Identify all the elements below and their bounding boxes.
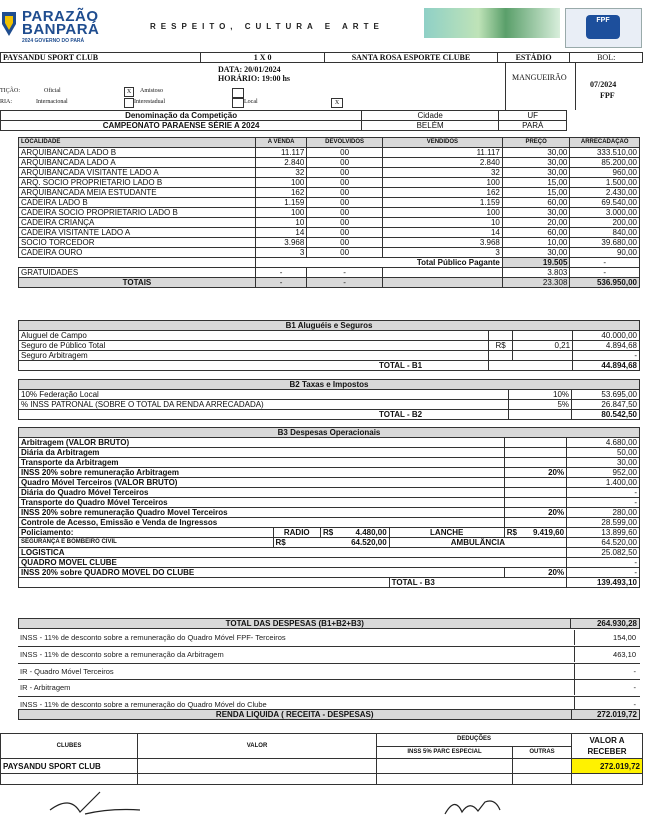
ticket-returned: 00 [307, 148, 383, 158]
ticket-returned: 00 [307, 158, 383, 168]
deduction-value: 154,00 [613, 633, 636, 642]
col-revenue: ARRECADAÇÃO [570, 138, 640, 148]
ticket-row [19, 198, 640, 208]
ticket-returned: 00 [307, 218, 383, 228]
ticket-price: 60,00 [502, 198, 570, 208]
ticket-price: 30,00 [502, 148, 570, 158]
deduction-label: INSS - 11% de desconto sobre a remuneração do Quadro Móvel do Clube [20, 700, 267, 710]
ticket-returned: 00 [307, 238, 383, 248]
ticket-price: 30,00 [502, 168, 570, 178]
ticket-revenue: 85.200,00 [570, 158, 640, 168]
security-label: SEGURANÇA E BOMBEIRO CIVIL [21, 539, 117, 545]
b3-row [19, 458, 640, 468]
logistics-label: LOGISTICA [19, 548, 567, 558]
b3-row [19, 508, 640, 518]
gratuities-row [19, 268, 640, 278]
b3-row-value: - [567, 498, 640, 508]
ticket-returned: 00 [307, 228, 383, 238]
bol-label: BOL: [570, 53, 643, 63]
b3-total-label: TOTAL - B3 [389, 578, 566, 588]
away-team: SANTA ROSA ESPORTE CLUBE [325, 53, 498, 63]
b2-total: 80.542,50 [572, 410, 640, 420]
public-paying-label: Total Público Pagante [255, 258, 502, 268]
match-date: DATA: 20/01/2024 [218, 65, 281, 74]
competition-table [0, 110, 643, 131]
ticket-revenue: 3.000,00 [570, 208, 640, 218]
b3-row [19, 438, 640, 448]
ticket-for-sale: 2.840 [255, 158, 306, 168]
brand-sub: 2024 GOVERNO DO PARÁ [22, 38, 85, 44]
ticket-price: 20,00 [502, 218, 570, 228]
ticket-sold: 14 [382, 228, 502, 238]
deductions-list [18, 630, 640, 714]
b3-row-pct [504, 478, 566, 488]
b3-row-label: Controle de Acesso, Emissão e Venda de Ingressos [19, 518, 505, 528]
ticket-location: SOCIO TORCEDOR [19, 238, 256, 248]
b2-inss-label: % INSS PATRONAL (SOBRE O TOTAL DA RENDA ARRECADADA) [19, 400, 509, 410]
b3-row-value: 50,00 [567, 448, 640, 458]
ticket-location: CADEIRA CRIANÇA [19, 218, 256, 228]
category-label: RIA: [0, 99, 12, 105]
ticket-returned: 00 [307, 198, 383, 208]
b3-row [19, 478, 640, 488]
bol-org: FPF [600, 91, 615, 100]
b3-row-pct: 20% [504, 468, 566, 478]
ticket-sold: 1.159 [382, 198, 502, 208]
tagline: RESPEITO, CULTURA E ARTE [150, 22, 384, 31]
net-income: 272.019,72 [571, 710, 640, 720]
deduction-value: - [633, 666, 636, 676]
ticket-for-sale: 100 [255, 208, 306, 218]
radio-value: 4.480,00 [355, 528, 387, 537]
deduction-label: INSS - 11% de desconto sobre a remuneração do Quadro Móvel FPF- Terceiros [20, 633, 286, 642]
stadium-label: ESTÁDIO [497, 53, 570, 63]
summary-table [18, 618, 640, 629]
totals-sold: 23.308 [502, 278, 570, 288]
tickets-table [18, 137, 640, 288]
b1-referee-insurance-label: Seguro Arbitragem [19, 351, 489, 361]
gratuities-label: GRATUIDADES [19, 268, 256, 278]
b3-row-pct [504, 488, 566, 498]
b3-row [19, 468, 640, 478]
ticket-sold: 100 [382, 178, 502, 188]
ticket-sold: 3 [382, 248, 502, 258]
signature-right-icon [440, 796, 520, 817]
b1-insurance-label: Seguro de Público Total [19, 341, 489, 351]
b3-row-pct [504, 438, 566, 448]
ticket-sold: 2.840 [382, 158, 502, 168]
value-label: VALOR [138, 734, 377, 759]
b1-table [18, 320, 640, 371]
deduction-row [18, 647, 640, 664]
ticket-row [19, 238, 640, 248]
b1-total-label: TOTAL - B1 [19, 361, 489, 371]
totals-dash-1: - [255, 278, 306, 288]
policing-label: Policiamento: [19, 528, 274, 538]
footer-table [0, 733, 643, 785]
b2-federation-label: 10% Federação Local [19, 390, 509, 400]
ticket-revenue: 2.430,00 [570, 188, 640, 198]
totals-label: TOTAIS [19, 278, 256, 288]
b3-row-label: Diária do Quadro Móvel Terceiros [19, 488, 505, 498]
uf: PARÁ [499, 121, 567, 131]
policing-value: 13.899,60 [567, 528, 640, 538]
total-expenses-label: TOTAL DAS DESPESAS (B1+B2+B3) [19, 619, 571, 629]
lanche-label: LANCHE [389, 528, 504, 538]
b2-title: B2 Taxas e Impostos [19, 380, 640, 390]
ticket-sold: 11.117 [382, 148, 502, 158]
lanche-rs: R$ [506, 528, 518, 537]
brand-line1: PARAZÃO [22, 8, 99, 25]
type-friendly: Amistoso [140, 88, 164, 94]
b3-row-value: - [567, 488, 640, 498]
deduction-row [18, 680, 640, 697]
ticket-row [19, 148, 640, 158]
gratuities-value: 3.803 [502, 268, 570, 278]
club-inss-value: - [567, 568, 640, 578]
b3-row-label: INSS 20% sobre remuneração Quadro Movel Terceiros [19, 508, 505, 518]
public-paying-row [19, 258, 640, 268]
b3-row-value: 280,00 [567, 508, 640, 518]
b1-insurance-rs: R$ [488, 341, 512, 351]
b3-row-pct [504, 448, 566, 458]
ticket-row [19, 158, 640, 168]
ticket-for-sale: 3.968 [255, 238, 306, 248]
ticket-price: 30,00 [502, 158, 570, 168]
empty-checkbox [232, 88, 244, 98]
b3-row-label: Transporte do Quadro Móvel Terceiros [19, 498, 505, 508]
brand-logo-text [22, 10, 99, 36]
col-sold: VENDIDOS [382, 138, 502, 148]
ambulance-label: AMBULÂNCIA [389, 538, 566, 548]
ticket-sold: 3.968 [382, 238, 502, 248]
ticket-revenue: 200,00 [570, 218, 640, 228]
bol-number: 07/2024 [590, 80, 617, 89]
uf-label: UF [499, 111, 567, 121]
b3-row-value: 4.680,00 [567, 438, 640, 448]
receive-value: 272.019,72 [572, 759, 643, 774]
b3-row-label: Transporte da Arbitragem [19, 458, 505, 468]
tickets-header-row [19, 138, 640, 148]
category-local: Local [244, 99, 258, 105]
ticket-for-sale: 32 [255, 168, 306, 178]
ticket-price: 10,00 [502, 238, 570, 248]
ticket-sold: 32 [382, 168, 502, 178]
b1-title: B1 Aluguéis e Seguros [19, 321, 640, 331]
b2-table [18, 379, 640, 420]
total-expenses: 264.930,28 [571, 619, 640, 629]
ticket-location: ARQUIBANCADA VISITANTE LADO A [19, 168, 256, 178]
b3-row-value: 28.599,00 [567, 518, 640, 528]
net-income-label: RENDA LIQUIDA ( RECEITA - DESPESAS) [19, 710, 572, 720]
club-inss-label: INSS 20% sobre QUADRO MOVEL DO CLUBE [19, 568, 505, 578]
b3-row-value: 952,00 [567, 468, 640, 478]
ticket-revenue: 69.540,00 [570, 198, 640, 208]
col-for-sale: A VENDA [255, 138, 306, 148]
footer-club: PAYSANDU SPORT CLUB [1, 759, 138, 774]
lanche-value: 9.419,60 [532, 528, 565, 537]
club-board-value: - [567, 558, 640, 568]
header [0, 0, 645, 52]
security-rs: R$ [275, 538, 286, 547]
ticket-location: ARQ. SOCIO PROPRIETARIO LADO B [19, 178, 256, 188]
totals-dash-2: - [307, 278, 383, 288]
signature-left-icon [40, 790, 160, 817]
deduction-row [18, 630, 640, 647]
b1-insurance-rate: 0,21 [513, 341, 573, 351]
category-interstate: Interestadual [134, 99, 165, 105]
b3-row [19, 498, 640, 508]
ticket-revenue: 840,00 [570, 228, 640, 238]
ticket-for-sale: 3 [255, 248, 306, 258]
totals-value: 536.950,00 [570, 278, 640, 288]
public-paying-value: 19.505 [502, 258, 570, 268]
b3-row-value: 30,00 [567, 458, 640, 468]
brand-line2: BANPARÁ [22, 21, 100, 38]
ticket-revenue: 90,00 [570, 248, 640, 258]
ticket-sold: 10 [382, 218, 502, 228]
b3-row-pct [504, 518, 566, 528]
ticket-for-sale: 14 [255, 228, 306, 238]
col-returned: DEVOLVIDOS [307, 138, 383, 148]
ticket-price: 60,00 [502, 228, 570, 238]
deduction-value: - [633, 683, 636, 693]
ticket-for-sale: 1.159 [255, 198, 306, 208]
gratuities-dash-1: - [255, 268, 306, 278]
security-total: 64.520,00 [567, 538, 640, 548]
b3-table [18, 427, 640, 588]
radio-rs: R$ [323, 528, 334, 537]
b3-total: 139.493,10 [567, 578, 640, 588]
security-value: 64.520,00 [351, 538, 387, 547]
ticket-price: 30,00 [502, 248, 570, 258]
b1-insurance-value: 4.894,68 [573, 341, 640, 351]
b3-row [19, 488, 640, 498]
ticket-revenue: 39.680,00 [570, 238, 640, 248]
club-board-label: QUADRO MOVEL CLUBE [19, 558, 567, 568]
city-label: Cidade [362, 111, 499, 121]
deduction-label: INSS - 11% de desconto sobre a remuneração da Arbitragem [20, 649, 224, 659]
logistics-value: 25.082,50 [567, 548, 640, 558]
b2-federation-value: 53.695,00 [572, 390, 640, 400]
category-international: Internacional [36, 99, 68, 105]
ticket-sold: 162 [382, 188, 502, 198]
deduction-row [18, 664, 640, 681]
ticket-returned: 00 [307, 188, 383, 198]
banner-image [424, 8, 560, 38]
ticket-returned: 00 [307, 208, 383, 218]
b3-row-label: Quadro Móvel Terceiros (VALOR BRUTO) [19, 478, 505, 488]
b1-total: 44.894,68 [573, 361, 640, 371]
b3-row-label: Arbitragem (VALOR BRUTO) [19, 438, 505, 448]
b2-inss-pct: 5% [508, 400, 571, 410]
deduction-value: 463,10 [613, 649, 636, 659]
gratuities-dash-2: - [307, 268, 383, 278]
ticket-row [19, 208, 640, 218]
ticket-sold: 100 [382, 208, 502, 218]
ticket-location: CADEIRA VISITANTE LADO A [19, 228, 256, 238]
b2-total-label: TOTAL - B2 [19, 410, 509, 420]
ticket-location: CADEIRA LADO B [19, 198, 256, 208]
local-checkbox [232, 98, 244, 108]
b3-row-pct [504, 458, 566, 468]
b3-title: B3 Despesas Operacionais [19, 428, 640, 438]
ticket-price: 15,00 [502, 178, 570, 188]
b3-row [19, 518, 640, 528]
ticket-row [19, 228, 640, 238]
others-label: OUTRAS [513, 746, 572, 759]
clubs-label: CLUBES [1, 734, 138, 759]
deduction-label: IR - Arbitragem [20, 683, 71, 693]
ticket-returned: 00 [307, 168, 383, 178]
b1-referee-insurance-value: - [573, 351, 640, 361]
b3-row-label: INSS 20% sobre remuneração Arbitragem [19, 468, 505, 478]
denomination-label: Denominação da Competição [1, 111, 362, 121]
ticket-revenue: 333.510,00 [570, 148, 640, 158]
ticket-row [19, 168, 640, 178]
ticket-returned: 00 [307, 248, 383, 258]
totals-row [19, 278, 640, 288]
inss-label: INSS 5% PARC ESPECIAL [377, 746, 513, 759]
b3-row-value: 1.400,00 [567, 478, 640, 488]
ticket-for-sale: 10 [255, 218, 306, 228]
b1-rent-value: 40.000,00 [573, 331, 640, 341]
ticket-price: 30,00 [502, 208, 570, 218]
ticket-revenue: 1.500,00 [570, 178, 640, 188]
b3-row [19, 448, 640, 458]
receive-label-1: VALOR A [589, 736, 625, 745]
type-label: TIÇÃO: [0, 88, 20, 94]
competition-name: CAMPEONATO PARAENSE SÉRIE A 2024 [1, 121, 362, 131]
b2-inss-value: 26.847,50 [572, 400, 640, 410]
type-friendly-checkbox: X [124, 87, 134, 97]
b2-federation-pct: 10% [508, 390, 571, 400]
ticket-for-sale: 11.117 [255, 148, 306, 158]
type-official: Oficial [44, 88, 61, 94]
ticket-row [19, 248, 640, 258]
net-income-table [18, 709, 640, 720]
b3-row-pct [504, 498, 566, 508]
radio-label: RADIO [273, 528, 321, 538]
city: BELÉM [362, 121, 499, 131]
match-time: HORÁRIO: 19:00 hs [218, 74, 291, 83]
col-price: PREÇO [502, 138, 570, 148]
ticket-location: ARQUIBANCADA MEIA ESTUDANTE [19, 188, 256, 198]
home-team: PAYSANDU SPORT CLUB [1, 53, 201, 63]
ticket-location: CADEIRA SOCIO PROPRIETARIO LADO B [19, 208, 256, 218]
fpf-logo-icon: FPF [586, 15, 620, 39]
ticket-for-sale: 162 [255, 188, 306, 198]
match-info-table [0, 52, 643, 63]
deduction-label: IR - Quadro Móvel Terceiros [20, 666, 114, 676]
public-paying-dash: - [570, 258, 640, 268]
ticket-returned: 00 [307, 178, 383, 188]
deduction-value: - [633, 700, 636, 710]
b3-row-label: Diária da Arbitragem [19, 448, 505, 458]
ticket-price: 15,00 [502, 188, 570, 198]
ticket-row [19, 178, 640, 188]
parazao-logo-icon [0, 10, 18, 38]
deductions-label: DEDUÇÕES [377, 734, 572, 747]
interstate-checkbox [124, 98, 134, 108]
local-check-mark: X [331, 98, 343, 108]
ticket-row [19, 218, 640, 228]
gratuities-dash-3: - [570, 268, 640, 278]
fpf-logo-box [565, 8, 642, 48]
b1-rent-label: Aluguel de Campo [19, 331, 489, 341]
receive-label-2: RECEBER [587, 747, 627, 756]
score: 1 X 0 [201, 53, 325, 63]
ticket-for-sale: 100 [255, 178, 306, 188]
col-location: LOCALIDADE [19, 138, 256, 148]
club-inss-pct: 20% [504, 568, 566, 578]
ticket-row [19, 188, 640, 198]
ticket-location: CADEIRA OURO [19, 248, 256, 258]
ticket-location: ARQUIBANCADA LADO B [19, 148, 256, 158]
ticket-revenue: 960,00 [570, 168, 640, 178]
stadium: MANGUEIRÃO [512, 73, 567, 82]
ticket-location: ARQUIBANCADA LADO A [19, 158, 256, 168]
b3-row-pct: 20% [504, 508, 566, 518]
